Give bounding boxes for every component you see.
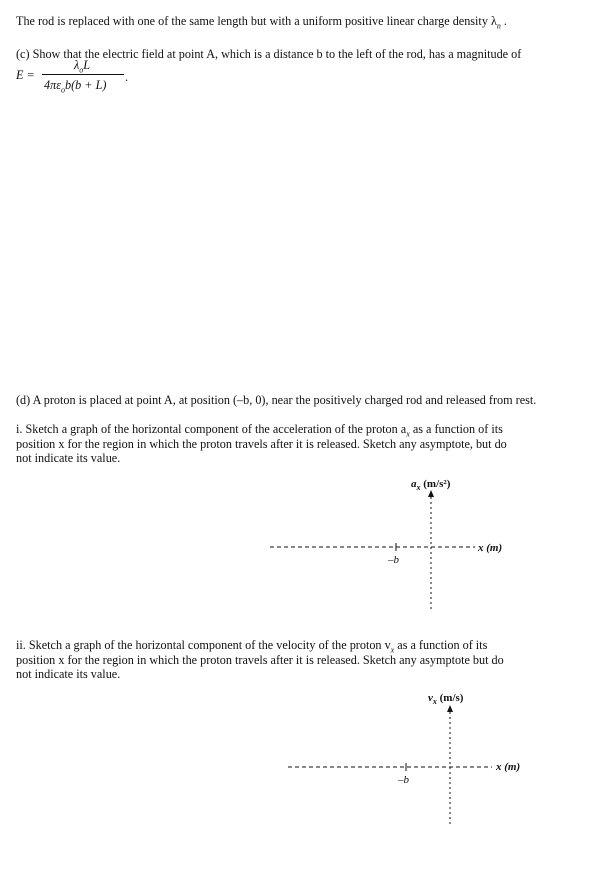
intro-line: The rod is replaced with one of the same length but with a uniform positive linear charge density λ: [16, 14, 497, 28]
denominator-main: 4πε: [44, 78, 62, 92]
graph1-tick-label: –b: [388, 554, 399, 566]
numerator-sub: o: [79, 65, 84, 75]
graph2-tick-label: –b: [398, 774, 409, 786]
e-label: E =: [16, 68, 35, 82]
part-ii-line1-sub: x: [390, 645, 395, 655]
graph2-x-label-text: x (m): [496, 761, 521, 773]
graph1-x-label-text: x (m): [478, 542, 503, 554]
fraction-period: .: [125, 70, 129, 84]
graph2-x-label: [496, 760, 520, 774]
graph1-y-label-sub: x: [416, 483, 421, 493]
part-ii-line1-text: ii. Sketch a graph of the horizontal component of the velocity of the proton v: [16, 638, 391, 652]
graph2-y-label-var: v: [428, 692, 433, 704]
part-ii-line3: not indicate its value.: [16, 667, 121, 681]
part-i-line2: position x for the region in which the proton travels after it is released. Sketch any asymptote, but do: [16, 437, 507, 451]
part-c-text: (c) Show that the electric field at point A, which is a distance b to the left of the rod, has a magnitude of: [16, 47, 522, 61]
graph1-y-label-unit: (m/s²): [420, 478, 451, 490]
part-ii-line2: position x for the region in which the proton travels after it is released. Sketch any asymptote but do: [16, 653, 504, 667]
numerator-lambda: λ: [74, 58, 80, 72]
part-i-line1-text: i. Sketch a graph of the horizontal component of the acceleration of the proton a: [16, 422, 407, 436]
graph2-y-axis: [447, 705, 453, 826]
numerator-tail: L: [83, 58, 91, 72]
intro-text: The rod is replaced with one of the same length but with a uniform positive linear charge density $\lambda_n$ .: [16, 14, 507, 31]
denominator-sub: o: [61, 85, 66, 95]
denominator-tail: b(b + L): [65, 78, 107, 92]
part-i-line3: not indicate its value.: [16, 451, 121, 465]
intro-lambda-sub: n: [496, 21, 501, 31]
part-i-line1-sub: x: [406, 429, 410, 439]
part-d-text: (d) A proton is placed at point A, at position (–b, 0), near the positively charged rod and released from rest.: [16, 393, 537, 407]
graph2-y-label-unit: (m/s): [436, 692, 464, 704]
part-ii-line1-tail: as a function of its: [394, 638, 488, 652]
part-i-line1-tail: as a function of its: [409, 422, 503, 436]
graph2-y-label-sub: x: [432, 697, 437, 707]
graph1-y-label-var: a: [411, 478, 417, 490]
